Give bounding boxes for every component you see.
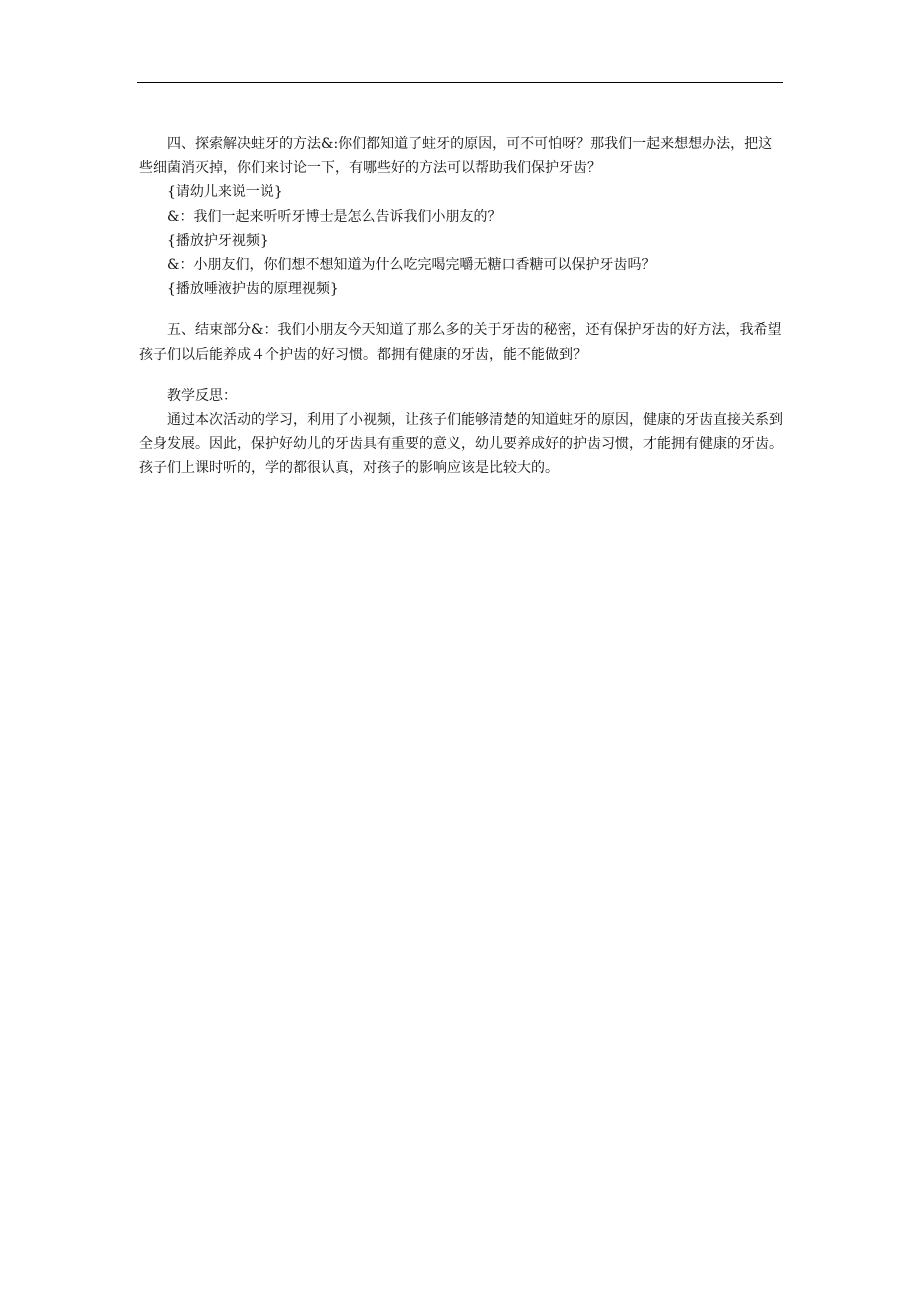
reflection-heading: 教学反思：: [167, 387, 237, 404]
section5-paragraph: 五、结束部分&：我们小朋友今天知道了那么多的关于牙齿的秘密，还有保护牙齿的好方法，我希望孩子们以后能养成４个护齿的好习惯。都拥有健康的牙齿，能不能做到？: [139, 322, 782, 363]
section4-line-4: &：小朋友们，你们想不想知道为什么吃完喝完嚼无糖口香糖可以保护牙齿吗？: [167, 257, 656, 274]
section4-line-5: {播放唾液护齿的原理视频}: [167, 281, 339, 298]
section4-line-2: &：我们一起来听听牙博士是怎么告诉我们小朋友的？: [167, 208, 502, 225]
reflection-paragraph: 通过本次活动的学习，利用了小视频，让孩子们能够清楚的知道蛀牙的原因，健康的牙齿直接关系到全身发展。因此，保护好幼儿的牙齿具有重要的意义，幼儿要养成好的护齿习惯，才能拥有健康的牙齿。孩子们上课时听的，学的都很认真，对孩子的影响应该是比较大的。: [139, 412, 783, 477]
section4-paragraph: 四、探索解决蛀牙的方法&:你们都知道了蛀牙的原因，可不可怕呀？那我们一起来想想办法，把这些细菌消灭掉，你们来讨论一下，有哪些好的方法可以帮助我们保护牙齿？: [139, 136, 773, 177]
section4-line-1: {请幼儿来说一说}: [167, 184, 283, 201]
header-rule: [137, 82, 783, 83]
document-body: [139, 132, 785, 481]
section4-line-3: {播放护牙视频}: [167, 232, 269, 249]
